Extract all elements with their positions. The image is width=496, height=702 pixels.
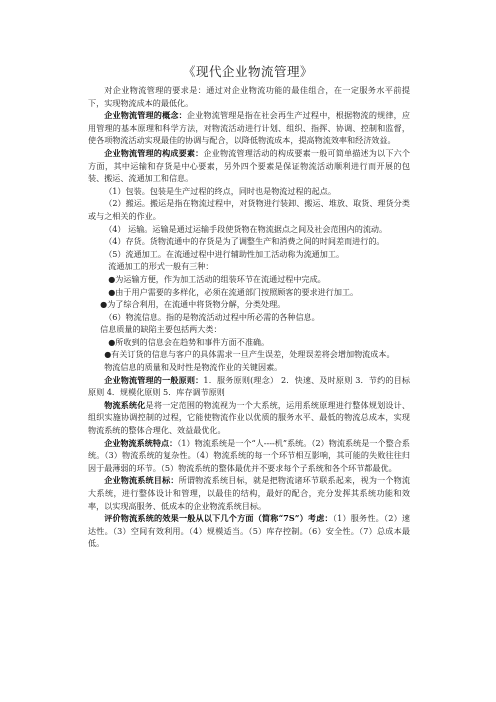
system-goals-text: 所谓物流系统目标，就是把物流诸环节联系起来，视为一个物流大系统，进行整体设计和管理，以最佳的结构，最好的配合，充分发挥其系统功能和效率，以实现高服务、低成本的企业物流系统目标。: [88, 475, 410, 511]
element-processing: （5）流通加工。在流通过程中进行辅助性加工活动称为流通加工。: [104, 248, 345, 259]
systemization-text: 是将一定范围的物流视为一个大系统，运用系统原理进行整体规划设计、组织实施协调控制的过程，它能使物流作业以优质的服务水平、最低的物流总成本，实现物流系统的整体合理化、效益最优化。: [88, 399, 410, 436]
evaluation-heading: 评价物流系统的效果一般从以下几个方面（简称“7S”）考虑：: [104, 513, 333, 524]
concept-heading: 企业物流管理的概念：: [104, 110, 187, 121]
processing-form-2: ●由于用户需要的多样化，必须在流通部门按照顾客的要求进行加工。: [108, 286, 359, 297]
info-defect-1: ●所收到的信息会在趋势和事件方面不准确。: [108, 336, 270, 347]
element-inventory: （4）存货。货物流通中的存货是为了调整生产和消费之间的时间差而进行的。: [104, 236, 385, 247]
system-goals-paragraph: [88, 474, 410, 512]
info-defects-intro: 信息质量的缺陷主要包括两大类：: [100, 324, 222, 335]
system-features-heading: 企业物流系统特点：: [104, 437, 178, 448]
system-goals-heading: 企业物流系统目标：: [104, 475, 179, 486]
principles-text: 1．服务原则(理念） 2．快速、及时原则 3．节约的目标原则 4．规模化原则 5．库存调节原则: [88, 374, 410, 398]
evaluation-paragraph: [88, 512, 410, 550]
element-transport: （4） 运输。运输是通过运输手段使货物在物流据点之间及社会范围内的流动。: [104, 223, 388, 234]
processing-form-3: ●为了综合利用，在流通中将货物分解，分类处理。: [100, 299, 286, 310]
element-information: （6）物流信息。指的是物流活动过程中所必需的各种信息。: [104, 311, 320, 322]
document-body: [88, 84, 410, 550]
elements-heading: 企业物流管理的构成要素：: [104, 147, 204, 158]
systemization-paragraph: [88, 399, 410, 437]
elements-paragraph: [88, 147, 410, 185]
concept-text: 企业物流管理是指在社会再生产过程中，根据物流的规律，应用管理的基本原理和科学方法，对物流活动进行计划、组织、指挥、协调、控制和监督，使各项物流活动实现最佳的协调与配合，以降低物流成本，提高物流效率和经济效益。: [88, 110, 410, 146]
info-defect-2: ●有关订货的信息与客户的具体需求一旦产生误差，处理误差将会增加物流成本。: [104, 349, 395, 360]
system-features-paragraph: [88, 437, 410, 475]
concept-paragraph: [88, 109, 410, 147]
element-packaging: （1）包装。包装是生产过程的终点，同时也是物流过程的起点。: [104, 185, 336, 196]
principles-paragraph: [88, 374, 410, 399]
info-quality-note: 物流信息的质量和及时性是物流作业的关键因素。: [104, 362, 283, 373]
element-handling: （2）搬运。搬运是指在物流过程中，对货物进行装卸、搬运、堆放、取货、理货分类或与之相关的作业。: [88, 198, 410, 221]
document-title: 《现代企业物流管理》: [182, 64, 313, 79]
intro-paragraph: 对企业物流管理的要求是：通过对企业物流功能的最佳组合，在一定服务水平前提下，实现物流成本的最低化。: [88, 85, 410, 108]
processing-forms-intro: 流通加工的形式一般有三种：: [108, 261, 214, 272]
processing-form-1: ●为运输方便，作为加工活动的组装环节在流通过程中完成。: [108, 273, 326, 284]
principles-heading: 企业物流管理的一般原则：: [104, 374, 204, 385]
systemization-heading: 物流系统化: [104, 399, 146, 410]
evaluation-text: （1）服务性。（2）速达性。（3）空间有效利用。（4）规模适当。（5）库存控制。（6）安全性。（7）总成本最低。: [88, 513, 410, 549]
system-features-text: （1）物流系统是一个“人----机”系统。（2）物流系统是一个整合系统。（3）物流系统的复杂性。（4）物流系统的每一个环节相互影响，其可能的失败往往归因于最薄弱的环节。（5）物流系统的整体最优并不要求每个子系统和各个环节都最优。: [88, 437, 410, 473]
elements-text: 企业物流管理活动的构成要素一般可简单描述为以下六个方面，其中运输和存货是中心要素，另外四个要素是保证物流活动顺利进行而开展的包装、搬运、流通加工和信息。: [88, 147, 410, 184]
